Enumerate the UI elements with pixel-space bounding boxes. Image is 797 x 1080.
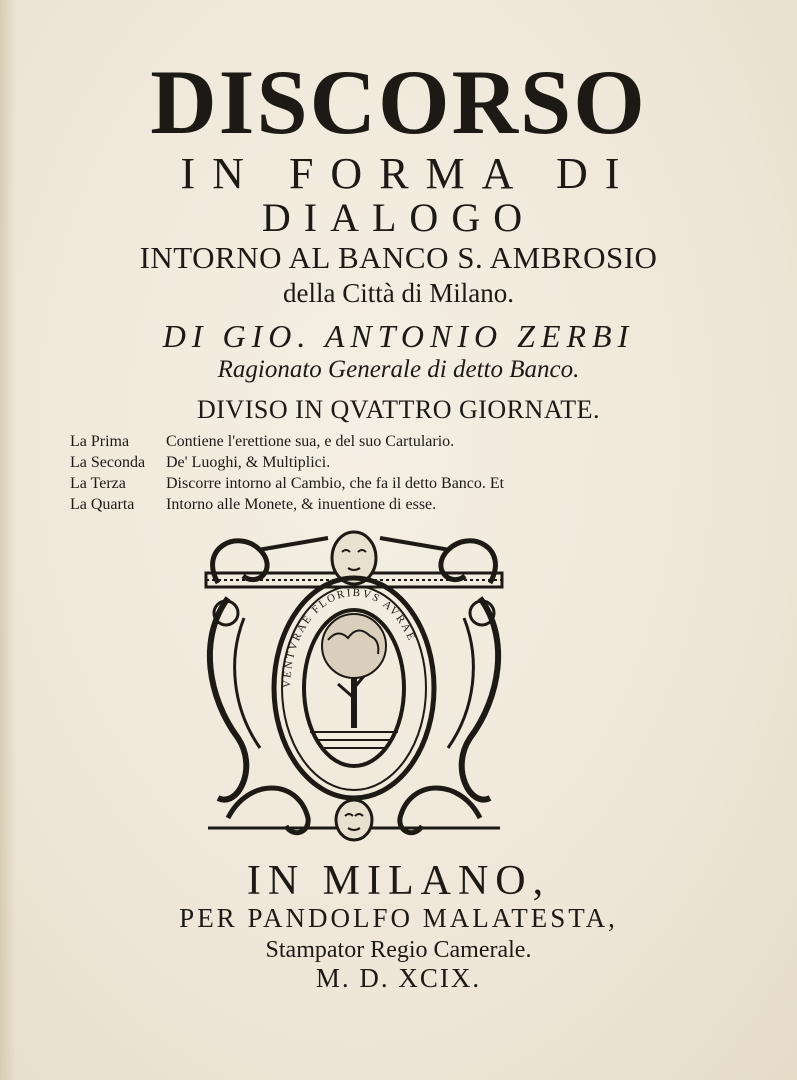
contents-row [70,494,630,515]
emblem-motto: VENTVRAE FLORIBVS AVRAE [280,586,418,689]
contents-label: La Terza [70,475,126,492]
contents-row [70,473,630,494]
imprint-place: IN MILANO, [246,858,551,904]
contents-text: De' Luoghi, & Multiplici. [166,454,331,471]
imprint-printer: PER PANDOLFO MALATESTA, [179,903,618,933]
title-banco-ambrosio: INTORNO AL BANCO S. AMBROSIO [139,240,658,275]
contents-text: Contiene l'erettione sua, e del suo Cartulario. [166,433,455,450]
contents-text: Discorre intorno al Cambio, che fa il detto Banco. Et [166,475,505,492]
contents-label: La Seconda [70,454,146,471]
contents-text: Intorno alle Monete, & inuentione di esse. [166,496,437,513]
title-dialogo: DIALOGO [261,195,536,240]
author-role: Ragionato Generale di detto Banco. [217,356,580,383]
printers-device-tree-icon [198,528,510,846]
division-heading: DIVISO IN QVATTRO GIORNATE. [196,395,600,424]
contents-row [70,431,630,452]
contents-label: La Prima [70,433,130,450]
title-in-forma-di: IN FORMA DI [180,149,637,198]
contents-row [70,452,630,473]
contents-label: La Quarta [70,496,135,513]
title-discorso: DISCORSO [150,51,647,153]
title-citta-milano: della Città di Milano. [283,278,514,308]
imprint-year: M. D. XCIX. [315,963,482,993]
imprint-printer-title: Stampator Regio Camerale. [265,937,532,963]
contents-list [70,431,630,515]
author-name: DI GIO. ANTONIO ZERBI [162,318,635,354]
